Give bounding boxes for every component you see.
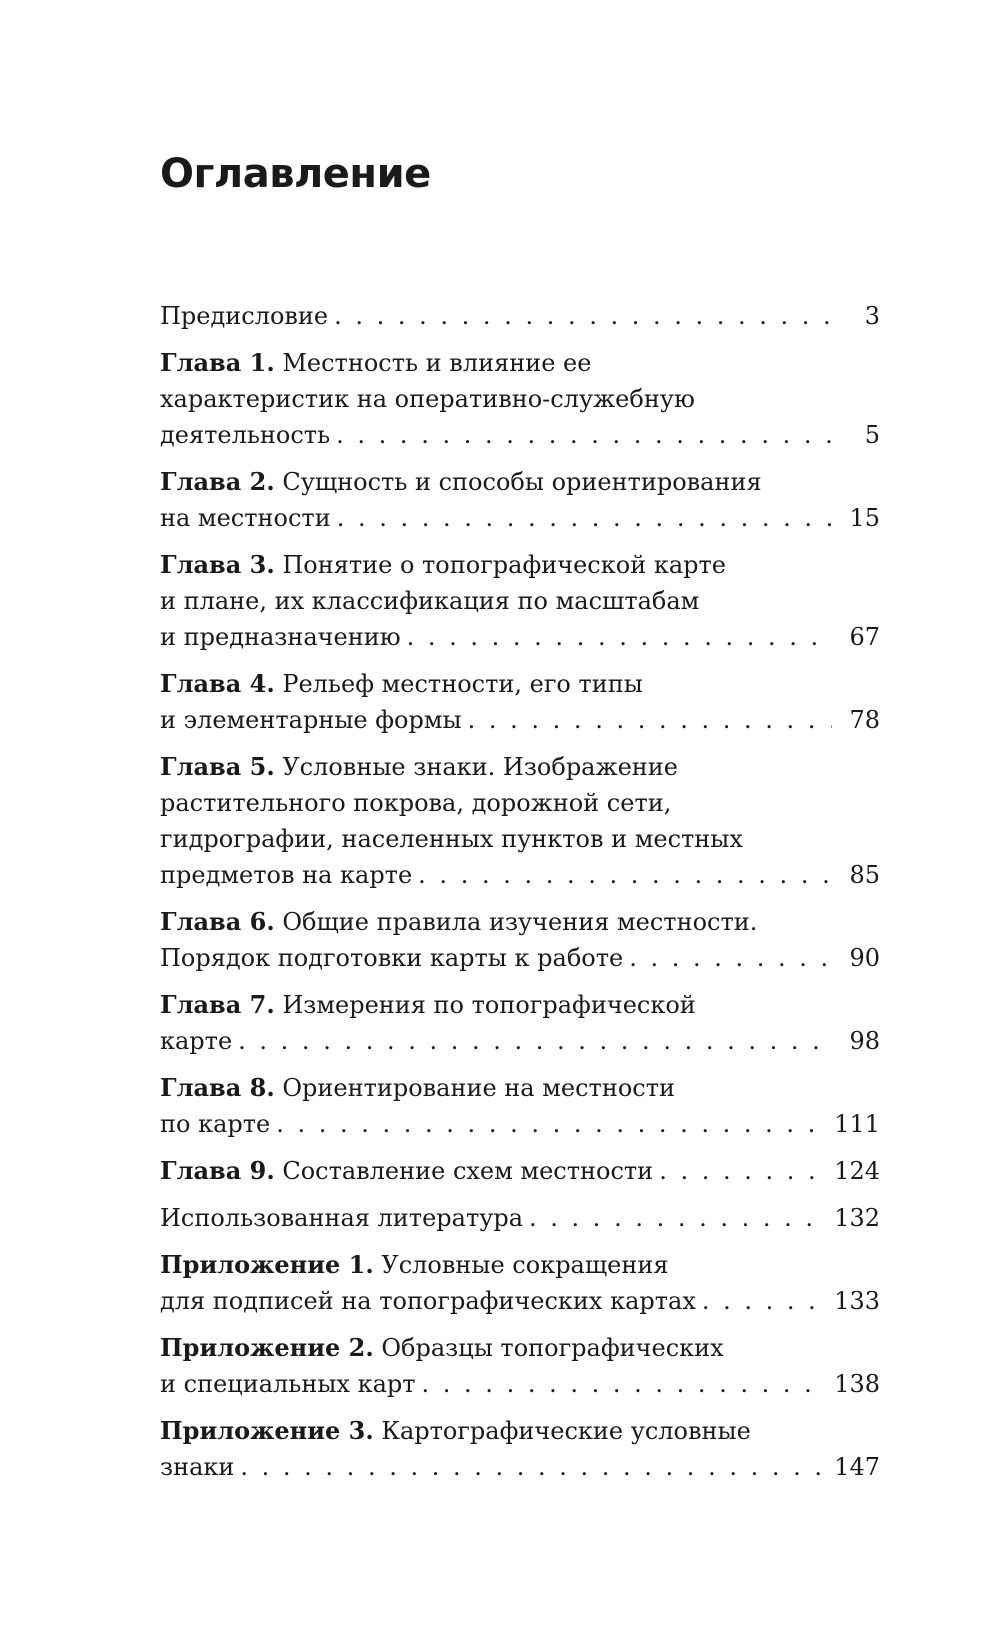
- chapter-label: Глава 2.: [160, 467, 275, 496]
- toc-entry-last-text: Порядок подготовки карты к работе: [160, 944, 624, 972]
- toc-entry: [160, 1413, 880, 1485]
- dot-leader: [407, 619, 832, 655]
- toc-entry-line: [160, 1070, 880, 1106]
- toc-entry-last-line: [160, 500, 880, 536]
- toc-entry-text: [160, 1449, 234, 1485]
- toc-entry-last-line: [160, 298, 880, 334]
- page-number: 5: [864, 421, 880, 449]
- toc-entry-text: Понятие о топографической карте: [282, 551, 726, 579]
- toc-entry-text: [160, 1366, 416, 1402]
- page-title: Оглавление: [160, 151, 431, 197]
- toc-entry-text: [160, 1153, 653, 1189]
- page-number: 132: [834, 1204, 880, 1232]
- toc-entry-line: [160, 666, 880, 702]
- toc-entry-last-text: и предназначению: [160, 623, 401, 651]
- toc-entry-last-text: знаки: [160, 1453, 235, 1481]
- toc-entry-last-text: Предисловие: [160, 302, 329, 330]
- toc-entry-line: [160, 464, 880, 500]
- toc-page: [160, 150, 880, 1496]
- chapter-label: Глава 7.: [160, 990, 275, 1019]
- chapter-label: Глава 6.: [160, 907, 275, 936]
- toc-entry-last-text: и элементарные формы: [160, 706, 462, 734]
- toc-entry-last-line: [160, 619, 880, 655]
- page-number: 67: [849, 623, 880, 651]
- dot-leader: [702, 1283, 824, 1319]
- toc-entry-last-text: предметов на карте: [160, 861, 413, 889]
- dot-leader: [418, 857, 832, 893]
- page-number: 90: [849, 944, 880, 972]
- dot-leader: [337, 500, 832, 536]
- toc-list: [160, 298, 880, 1485]
- toc-entry-line: [160, 345, 880, 381]
- toc-entry-text: [160, 619, 401, 655]
- toc-entry: [160, 298, 880, 334]
- page-number: 147: [834, 1453, 880, 1481]
- chapter-label: Глава 9.: [160, 1156, 275, 1185]
- dot-leader: [336, 417, 832, 453]
- toc-entry: [160, 464, 880, 536]
- page-number: 78: [849, 706, 880, 734]
- toc-entry-last-line: [160, 1106, 880, 1142]
- toc-entry: [160, 1070, 880, 1142]
- toc-entry-text: гидрографии, населенных пунктов и местных: [160, 825, 743, 853]
- toc-entry-line: [160, 381, 880, 417]
- toc-entry-last-line: [160, 417, 880, 453]
- toc-entry-last-line: [160, 857, 880, 893]
- toc-entry-text: Образцы топографических: [381, 1334, 724, 1362]
- page-number: 124: [834, 1157, 880, 1185]
- toc-entry-last-line: [160, 1449, 880, 1485]
- toc-entry-text: [160, 1106, 270, 1142]
- toc-entry-text: [160, 1283, 696, 1319]
- toc-entry-last-line: [160, 1283, 880, 1319]
- toc-entry-text: Местность и влияние ее: [282, 349, 592, 377]
- toc-entry-last-text: для подписей на топографических картах: [160, 1287, 696, 1315]
- page-number: 98: [849, 1027, 880, 1055]
- toc-entry-text: [160, 702, 462, 738]
- dot-leader: [629, 940, 832, 976]
- toc-entry-last-line: [160, 940, 880, 976]
- toc-entry-text: [160, 857, 412, 893]
- toc-entry-text: Условные сокращения: [381, 1251, 669, 1279]
- dot-leader: [659, 1153, 824, 1189]
- toc-entry-last-line: [160, 1366, 880, 1402]
- toc-entry-last-line: [160, 702, 880, 738]
- page-number: 133: [834, 1287, 880, 1315]
- page-number: 138: [834, 1370, 880, 1398]
- toc-entry-line: [160, 1247, 880, 1283]
- toc-entry: [160, 1247, 880, 1319]
- toc-entry: [160, 987, 880, 1059]
- toc-entry-line: [160, 1330, 880, 1366]
- toc-entry-text: и плане, их классификация по масштабам: [160, 587, 700, 615]
- toc-entry-text: Рельеф местности, его типы: [282, 670, 643, 698]
- toc-entry-last-line: [160, 1200, 880, 1236]
- chapter-label: Глава 3.: [160, 550, 275, 579]
- dot-leader: [240, 1449, 824, 1485]
- toc-entry: [160, 904, 880, 976]
- toc-entry-text: Общие правила изучения местности.: [282, 908, 758, 936]
- toc-entry-last-text: на местности: [160, 504, 331, 532]
- toc-entry-text: Ориентирование на местности: [282, 1074, 675, 1102]
- toc-entry-text: Условные знаки. Изображение: [282, 753, 678, 781]
- toc-entry-text: Картографические условные: [381, 1417, 751, 1445]
- toc-entry: [160, 1330, 880, 1402]
- dot-leader: [529, 1200, 824, 1236]
- toc-entry-text: Измерения по топографической: [282, 991, 696, 1019]
- chapter-label: Приложение 2.: [160, 1333, 374, 1362]
- toc-entry-line: [160, 785, 880, 821]
- chapter-label: Глава 1.: [160, 348, 275, 377]
- dot-leader: [276, 1106, 824, 1142]
- toc-entry-text: [160, 940, 623, 976]
- toc-entry-line: [160, 821, 880, 857]
- chapter-label: Глава 5.: [160, 752, 275, 781]
- toc-entry: [160, 547, 880, 655]
- toc-entry: [160, 666, 880, 738]
- dot-leader: [468, 702, 832, 738]
- page-number: 15: [849, 504, 880, 532]
- page-number: 3: [864, 302, 880, 330]
- toc-entry-last-text: деятельность: [160, 421, 331, 449]
- toc-entry-last-text: карте: [160, 1027, 233, 1055]
- toc-entry: [160, 1200, 880, 1236]
- toc-entry-line: [160, 749, 880, 785]
- page-number: 111: [834, 1110, 880, 1138]
- toc-entry-last-line: [160, 1023, 880, 1059]
- dot-leader: [422, 1366, 825, 1402]
- toc-entry-text: [160, 1200, 523, 1236]
- toc-entry-last-text: по карте: [160, 1110, 271, 1138]
- toc-entry-line: [160, 904, 880, 940]
- toc-entry: [160, 345, 880, 453]
- toc-entry-text: [160, 1023, 232, 1059]
- toc-entry-line: [160, 583, 880, 619]
- toc-entry-text: [160, 500, 331, 536]
- chapter-label: Глава 8.: [160, 1073, 275, 1102]
- toc-entry-last-text: и специальных карт: [160, 1370, 416, 1398]
- toc-entry-text: растительного покрова, дорожной сети,: [160, 789, 672, 817]
- toc-entry: [160, 1153, 880, 1189]
- toc-entry-last-text: Составление схем местности: [282, 1157, 654, 1185]
- toc-entry: [160, 749, 880, 893]
- toc-entry-line: [160, 1413, 880, 1449]
- page-number: 85: [849, 861, 880, 889]
- toc-entry-text: Сущность и способы ориентирования: [282, 468, 762, 496]
- dot-leader: [238, 1023, 832, 1059]
- toc-entry-line: [160, 987, 880, 1023]
- toc-entry-line: [160, 547, 880, 583]
- toc-entry-text: [160, 417, 330, 453]
- dot-leader: [334, 298, 832, 334]
- toc-entry-text: [160, 298, 328, 334]
- toc-entry-last-line: [160, 1153, 880, 1189]
- toc-entry-last-text: Использованная литература: [160, 1204, 524, 1232]
- chapter-label: Приложение 1.: [160, 1250, 374, 1279]
- chapter-label: Глава 4.: [160, 669, 275, 698]
- toc-entry-text: характеристик на оперативно-служебную: [160, 385, 695, 413]
- chapter-label: Приложение 3.: [160, 1416, 374, 1445]
